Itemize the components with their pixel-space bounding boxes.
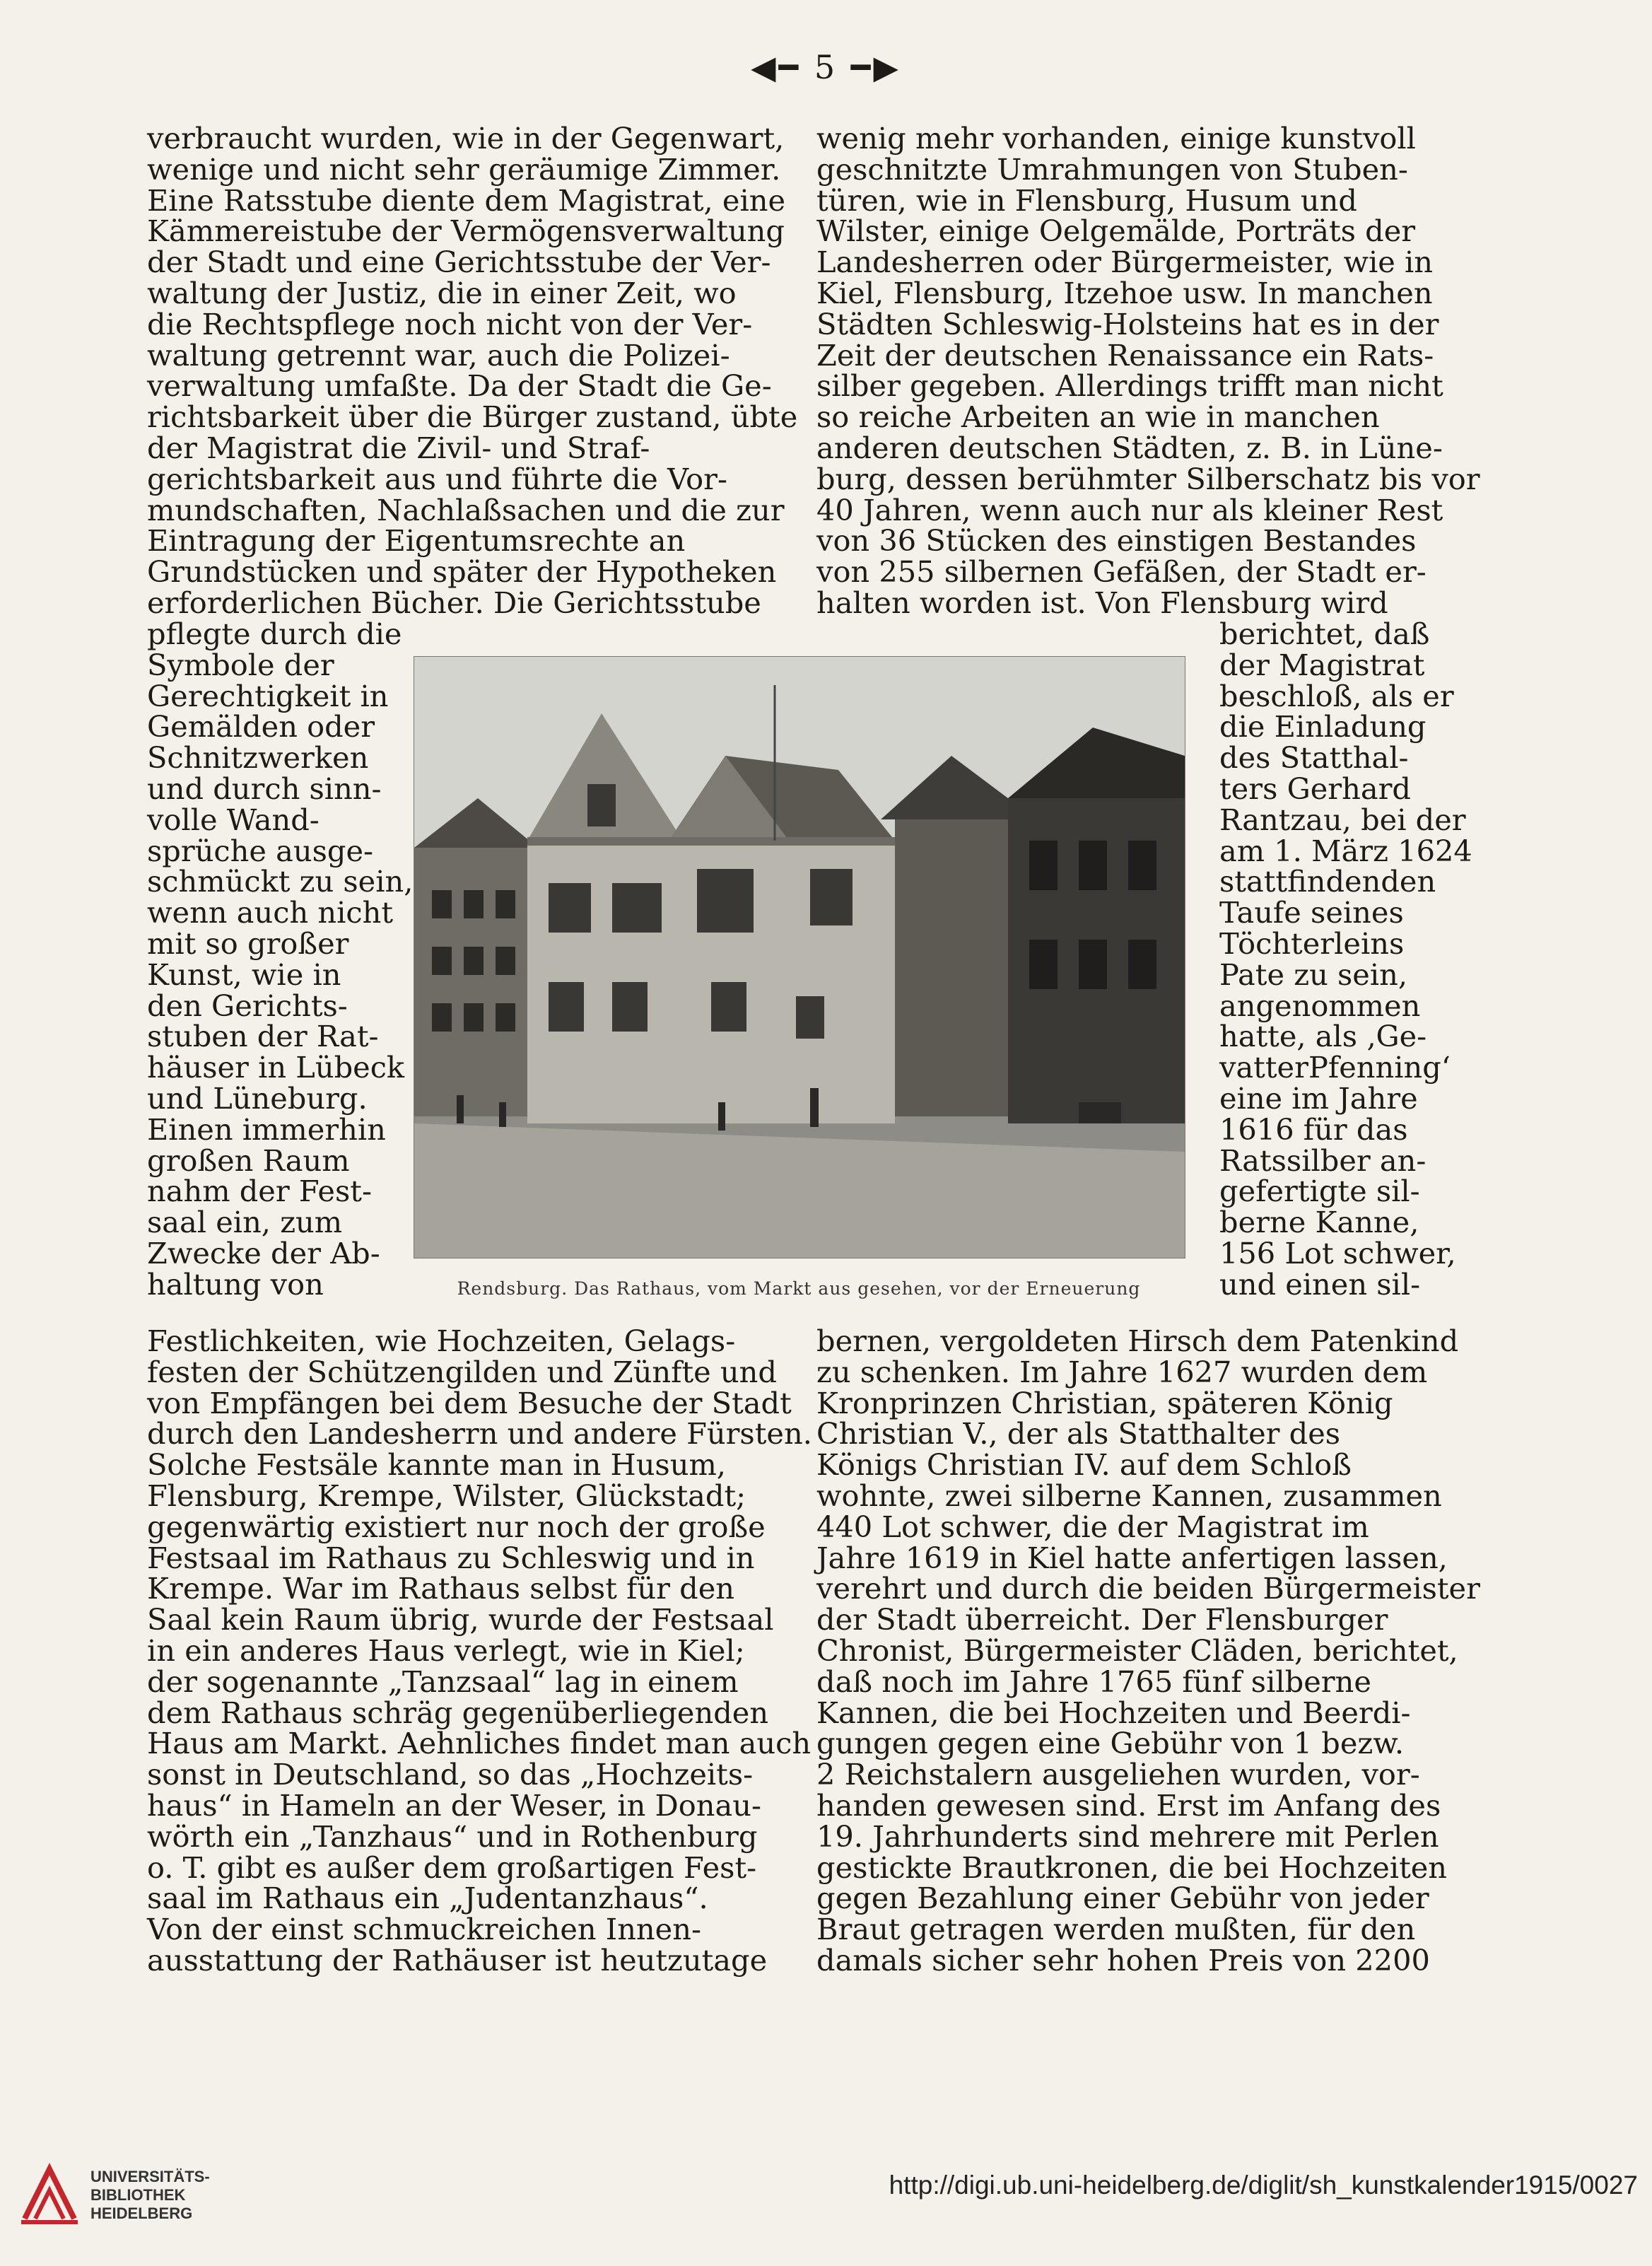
- page-header: [0, 48, 1652, 86]
- text-line: Grundstücken und später der Hypotheken: [147, 554, 777, 590]
- ornament-right: ━▶: [850, 48, 901, 86]
- text-line: wenig mehr vorhanden, einige kunstvoll: [816, 121, 1416, 156]
- text-line: eine im Jahre: [1219, 1080, 1418, 1116]
- text-line: ters Gerhard: [1219, 771, 1411, 806]
- text-line: Taufe seines: [1219, 895, 1404, 930]
- left-column-top: [147, 121, 798, 620]
- text-line: Haus am Markt. Aehnliches findet man auch: [147, 1726, 812, 1761]
- text-line: Kämmereistube der Vermögensverwaltung: [147, 214, 785, 249]
- text-line: Festsaal im Rathaus zu Schleswig und in: [147, 1540, 755, 1575]
- text-line: so reiche Arbeiten an wie in manchen: [816, 399, 1380, 435]
- text-line: nahm der Fest-: [147, 1174, 372, 1209]
- text-line: Städten Schleswig-Holsteins hat es in der: [816, 306, 1439, 341]
- text-line: den Gerichts-: [147, 988, 348, 1023]
- text-line: geschnitzte Umrahmungen von Stuben-: [816, 151, 1408, 187]
- text-line: zu schenken. Im Jahre 1627 wurden dem: [816, 1354, 1428, 1389]
- text-line: die Rechtspflege noch nicht von der Ver-: [147, 306, 753, 341]
- left-column-bottom: [147, 1324, 812, 1978]
- text-line: schmückt zu sein,: [147, 864, 414, 899]
- text-line: berichtet, daß: [1219, 617, 1430, 651]
- text-line: Solche Festsäle kannte man in Husum,: [147, 1447, 726, 1483]
- left-column-wrap: [147, 617, 414, 1302]
- text-line: Eine Ratsstube diente dem Magistrat, eine: [147, 182, 786, 218]
- text-line: damals sicher sehr hohen Preis von 2200: [816, 1942, 1430, 1978]
- text-line: von 36 Stücken des einstigen Bestandes: [816, 523, 1417, 559]
- text-line: gungen gegen eine Gebühr von 1 bezw.: [816, 1726, 1405, 1761]
- library-name-line: UNIVERSITÄTS-: [90, 2168, 210, 2185]
- text-line: wohnte, zwei silberne Kannen, zusammen: [816, 1478, 1442, 1513]
- text-line: hatte, als ‚Ge-: [1219, 1019, 1427, 1054]
- text-line: Pate zu sein,: [1219, 957, 1408, 992]
- source-url[interactable]: http://digi.ub.uni-heidelberg.de/diglit/sh_kunstkalender1915/0027: [889, 2171, 1638, 2200]
- text-line: wörth ein „Tanzhaus“ und in Rothenburg: [147, 1818, 758, 1854]
- right-column-bottom: [816, 1324, 1480, 1978]
- text-line: Kronprinzen Christian, späteren König: [816, 1385, 1393, 1420]
- text-line: pflegte durch die: [147, 617, 402, 651]
- text-line: dem Rathaus schräg gegenüberliegenden: [147, 1695, 769, 1730]
- text-line: 156 Lot schwer,: [1219, 1235, 1456, 1271]
- text-line: durch den Landesherrn und andere Fürsten.: [147, 1416, 812, 1452]
- text-line: Zwecke der Ab-: [147, 1235, 380, 1271]
- library-name-line: HEIDELBERG: [90, 2204, 193, 2222]
- text-line: verehrt und durch die beiden Bürgermeister: [816, 1571, 1480, 1606]
- text-line: silber gegeben. Allerdings trifft man nicht: [816, 368, 1443, 404]
- photo-caption: Rendsburg. Das Rathaus, vom Markt aus gesehen, vor der Erneuerung: [457, 1278, 1141, 1299]
- text-line: waltung der Justiz, die in einer Zeit, wo: [147, 275, 737, 310]
- text-line: großen Raum: [147, 1143, 350, 1178]
- text-line: Saal kein Raum übrig, wurde der Festsaal: [147, 1602, 774, 1637]
- text-line: stuben der Rat-: [147, 1019, 379, 1054]
- text-line: der Stadt überreicht. Der Flensburger: [816, 1602, 1388, 1637]
- text-line: der Stadt und eine Gerichtsstube der Ver-: [147, 245, 771, 280]
- text-line: vatterPfenning‘: [1219, 1050, 1451, 1085]
- text-line: der Magistrat die Zivil- und Straf-: [147, 430, 650, 465]
- text-line: Kiel, Flensburg, Itzehoe usw. In manchen: [816, 275, 1433, 310]
- text-line: stattfindenden: [1219, 864, 1436, 899]
- text-line: Kunst, wie in: [147, 957, 341, 992]
- text-line: Symbole der: [147, 647, 334, 682]
- text-line: gefertigte sil-: [1219, 1174, 1420, 1209]
- text-line: volle Wand-: [147, 802, 320, 837]
- text-line: Königs Christian IV. auf dem Schloß: [816, 1447, 1352, 1483]
- text-line: verbraucht wurden, wie in der Gegenwart,: [147, 121, 785, 156]
- text-line: handen gewesen sind. Erst im Anfang des: [816, 1787, 1441, 1823]
- text-line: sprüche ausge-: [147, 833, 374, 868]
- text-line: Christian V., der als Statthalter des: [816, 1416, 1341, 1452]
- text-line: wenige und nicht sehr geräumige Zimmer.: [147, 151, 781, 187]
- text-line: türen, wie in Flensburg, Husum und: [816, 182, 1357, 218]
- text-line: am 1. März 1624: [1219, 833, 1472, 868]
- text-line: Eintragung der Eigentumsrechte an: [147, 523, 686, 559]
- text-line: bernen, vergoldeten Hirsch dem Patenkind: [816, 1324, 1459, 1358]
- text-line: festen der Schützengilden und Zünfte und: [147, 1354, 777, 1389]
- text-line: Wilster, einige Oelgemälde, Porträts der: [816, 214, 1416, 249]
- text-line: waltung getrennt war, auch die Polizei-: [147, 337, 730, 373]
- text-line: saal ein, zum: [147, 1205, 343, 1240]
- text-line: Landesherren oder Bürgermeister, wie in: [816, 245, 1433, 280]
- text-line: Festlichkeiten, wie Hochzeiten, Gelags-: [147, 1324, 736, 1358]
- text-line: von Empfängen bei dem Besuche der Stadt: [147, 1385, 792, 1420]
- text-line: Krempe. War im Rathaus selbst für den: [147, 1571, 735, 1606]
- text-line: 1616 für das: [1219, 1111, 1408, 1147]
- text-line: gegenwärtig existiert nur noch der große: [147, 1509, 766, 1544]
- library-logo: [14, 2155, 226, 2240]
- text-line: haus“ in Hameln an der Weser, in Donau-: [147, 1787, 761, 1823]
- library-name-line: BIBLIOTHEK: [90, 2186, 186, 2204]
- page-number: 5: [814, 48, 838, 86]
- text-line: mundschaften, Nachlaßsachen und die zur: [147, 492, 785, 527]
- text-line: o. T. gibt es außer dem großartigen Fest-: [147, 1850, 757, 1885]
- text-line: halten worden ist. Von Flensburg wird: [816, 585, 1388, 620]
- text-line: die Einladung: [1219, 709, 1427, 744]
- text-line: ausstattung der Rathäuser ist heutzutage: [147, 1942, 768, 1978]
- text-line: 440 Lot schwer, die der Magistrat im: [816, 1509, 1369, 1544]
- text-line: Kannen, die bei Hochzeiten und Beerdi-: [816, 1695, 1411, 1730]
- text-line: Gerechtigkeit in: [147, 678, 389, 713]
- text-line: 19. Jahrhunderts sind mehrere mit Perlen: [816, 1818, 1439, 1854]
- text-line: sonst in Deutschland, so das „Hochzeits-: [147, 1757, 754, 1792]
- text-line: und Lüneburg.: [147, 1080, 368, 1116]
- library-emblem-icon: [14, 2155, 85, 2233]
- text-line: Ratssilber an-: [1219, 1143, 1427, 1178]
- text-line: anderen deutschen Städten, z. B. in Lüne-: [816, 430, 1443, 465]
- text-line: richtsbarkeit über die Bürger zustand, übte: [147, 399, 798, 435]
- text-line: der sogenannte „Tanzsaal“ lag in einem: [147, 1664, 739, 1699]
- text-line: daß noch im Jahre 1765 fünf silberne: [816, 1664, 1371, 1699]
- text-line: gegen Bezahlung einer Gebühr von jeder: [816, 1881, 1429, 1916]
- right-column-top: [816, 121, 1480, 620]
- text-line: haltung von: [147, 1266, 324, 1302]
- text-line: burg, dessen berühmter Silberschatz bis vor: [816, 461, 1480, 496]
- text-line: wenn auch nicht: [147, 895, 394, 930]
- text-line: in ein anderes Haus verlegt, wie in Kiel;: [147, 1633, 745, 1668]
- text-line: mit so großer: [147, 925, 349, 961]
- text-line: berne Kanne,: [1219, 1205, 1419, 1240]
- town-hall-photograph: [414, 656, 1185, 1258]
- text-line: des Statthal-: [1219, 740, 1409, 776]
- text-line: gestickte Brautkronen, die bei Hochzeiten: [816, 1850, 1448, 1885]
- text-line: häuser in Lübeck: [147, 1050, 405, 1085]
- text-line: Braut getragen werden mußten, für den: [816, 1912, 1416, 1947]
- text-line: Schnitzwerken: [147, 740, 369, 776]
- ornament-left: ◀━: [751, 48, 802, 86]
- text-line: Zeit der deutschen Renaissance ein Rats-: [816, 337, 1434, 373]
- text-line: angenommen: [1219, 988, 1421, 1023]
- text-line: saal im Rathaus ein „Judentanzhaus“.: [147, 1881, 708, 1916]
- text-line: beschloß, als er: [1219, 678, 1454, 713]
- text-line: Chronist, Bürgermeister Cläden, berichtet,: [816, 1633, 1458, 1668]
- text-line: Flensburg, Krempe, Wilster, Glückstadt;: [147, 1478, 746, 1513]
- text-line: 2 Reichstalern ausgeliehen wurden, vor-: [816, 1757, 1420, 1792]
- text-line: Töchterleins: [1219, 925, 1405, 961]
- text-line: Rantzau, bei der: [1219, 802, 1466, 837]
- text-line: Gemälden oder: [147, 709, 375, 744]
- right-column-wrap: [1219, 617, 1472, 1302]
- text-line: Einen immerhin: [147, 1111, 386, 1147]
- text-line: und einen sil-: [1219, 1266, 1421, 1302]
- text-line: und durch sinn-: [147, 771, 382, 806]
- text-line: 40 Jahren, wenn auch nur als kleiner Rest: [816, 492, 1443, 527]
- text-line: Jahre 1619 in Kiel hatte anfertigen lassen,: [816, 1540, 1448, 1575]
- text-line: von 255 silbernen Gefäßen, der Stadt er-: [816, 554, 1427, 590]
- town-hall-illustration: [414, 657, 1185, 1258]
- text-line: Von der einst schmuckreichen Innen-: [147, 1912, 701, 1947]
- text-line: verwaltung umfaßte. Da der Stadt die Ge-: [147, 368, 772, 404]
- text-line: erforderlichen Bücher. Die Gerichtsstube: [147, 585, 761, 620]
- text-line: der Magistrat: [1219, 647, 1425, 682]
- text-line: gerichtsbarkeit aus und führte die Vor-: [147, 461, 728, 496]
- library-name: [90, 2168, 210, 2223]
